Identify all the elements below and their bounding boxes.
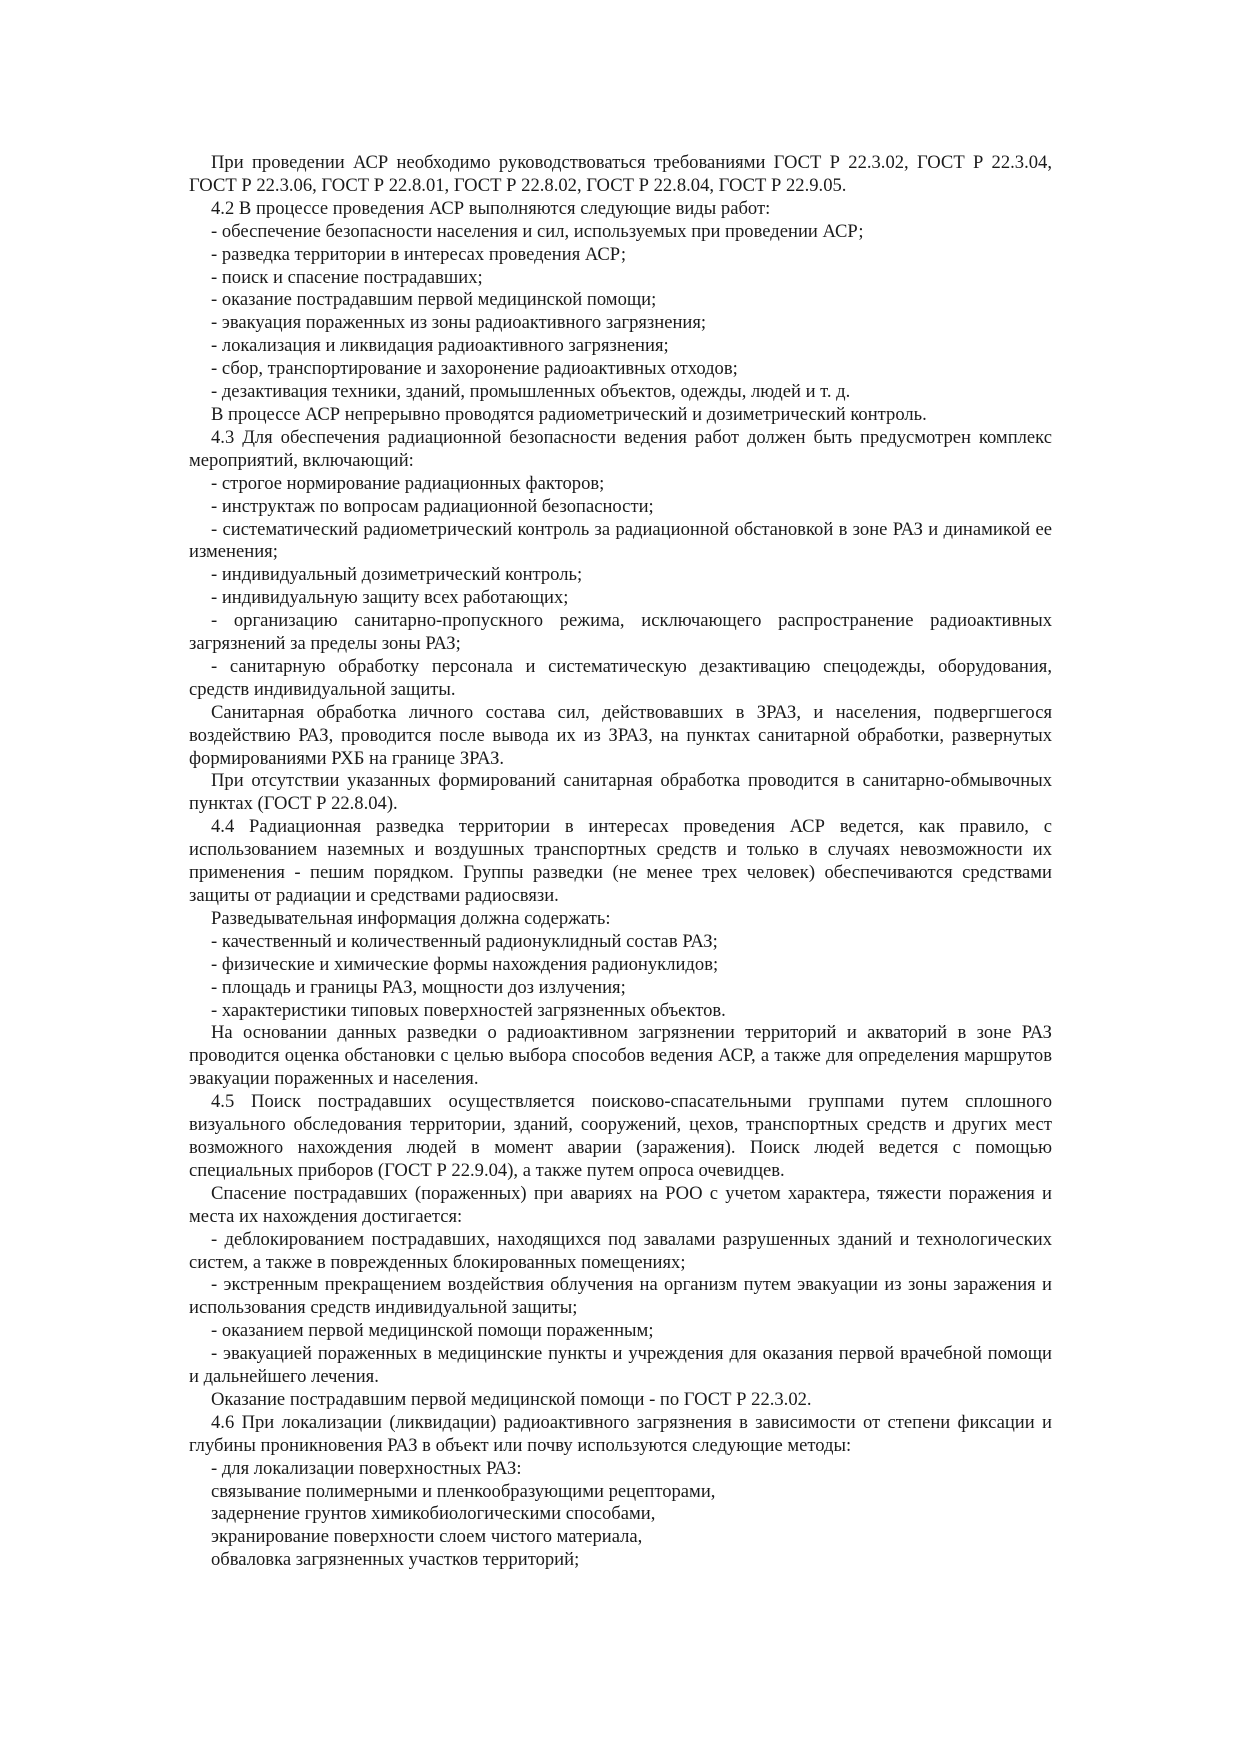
paragraph: 4.6 При локализации (ликвидации) радиоактивного загрязнения в зависимости от степени фиксации и глубины проникновения РАЗ в объект или почву используются следующие методы: [189,1411,1052,1456]
paragraph: 4.5 Поиск пострадавших осуществляется поисково-спасательными группами путем сплошного визуального обследования территории, зданий, сооружений, цехов, транспортных средств и других мест возможного нахождения людей в момент аварии (заражения). Поиск людей ведется с помощью специальных приборов (ГОСТ Р 22.9.04), а также путем опроса очевидцев. [189,1091,1052,1181]
list-item: - качественный и количественный радионуклидный состав РАЗ; [211,930,718,952]
list-item: - систематический радиометрический контроль за радиационной обстановкой в зоне РАЗ и динамикой ее изменения; [189,518,1052,563]
paragraph: Санитарная обработка личного состава сил, действовавших в ЗРАЗ, и населения, подвергшегося воздействию РАЗ, проводится после вывода их из ЗРАЗ, на пунктах санитарной обработки, развернутых формированиями РХБ на границе ЗРАЗ. [189,701,1052,769]
paragraph: На основании данных разведки о радиоактивном загрязнении территорий и акваторий в зоне РАЗ проводится оценка обстановки с целью выбора способов ведения АСР, а также для определения маршрутов эвакуации пораженных и населения. [189,1022,1052,1090]
paragraph: 4.2 В процессе проведения АСР выполняются следующие виды работ: [211,197,771,219]
list-item: - локализация и ликвидация радиоактивного загрязнения; [211,335,669,357]
list-item: - индивидуальный дозиметрический контроль; [211,564,583,586]
list-item: - эвакуацией пораженных в медицинские пункты и учреждения для оказания первой врачебной помощи и дальнейшего лечения. [189,1343,1052,1388]
list-item: - эвакуация пораженных из зоны радиоактивного загрязнения; [211,312,707,334]
list-item: экранирование поверхности слоем чистого материала, [211,1526,643,1548]
list-item: - оказание пострадавшим первой медицинской помощи; [211,289,657,311]
paragraph: 4.4 Радиационная разведка территории в интересах проведения АСР ведется, как правило, с использованием наземных и воздушных транспортных средств и только в случаях невозможности их применения - пешим порядком. Группы разведки (не менее трех человек) обеспечиваются средствами защиты от радиации и средствами радиосвязи. [189,816,1052,906]
list-item: задернение грунтов химикобиологическими способами, [211,1503,656,1525]
paragraph: 4.3 Для обеспечения радиационной безопасности ведения работ должен быть предусмотрен комплекс мероприятий, включающий: [189,426,1052,471]
list-item: - площадь и границы РАЗ, мощности доз излучения; [211,976,626,998]
paragraph: Спасение пострадавших (пораженных) при авариях на РОО с учетом характера, тяжести поражения и места их нахождения достигается: [189,1182,1052,1227]
list-item: - физические и химические формы нахождения радионуклидов; [211,953,719,975]
paragraph: При проведении АСР необходимо руководствоваться требованиями ГОСТ Р 22.3.02, ГОСТ Р 22.3.04, ГОСТ Р 22.3.06, ГОСТ Р 22.8.01, ГОСТ Р 22.8.02, ГОСТ Р 22.8.04, ГОСТ Р 22.9.05. [189,152,1052,196]
list-item: связывание полимерными и пленкообразующими рецепторами, [211,1480,716,1502]
list-item: обваловка загрязненных участков территорий; [211,1549,580,1571]
list-item: - организацию санитарно-пропускного режима, исключающего распространение радиоактивных загрязнений за пределы зоны РАЗ; [189,610,1052,655]
list-item: - инструктаж по вопросам радиационной безопасности; [211,495,654,517]
list-item: - санитарную обработку персонала и систематическую дезактивацию спецодежды, оборудования, средств индивидуальной защиты. [189,655,1052,700]
paragraph: При отсутствии указанных формирований санитарная обработка проводится в санитарно-обмывочных пунктах (ГОСТ Р 22.8.04). [189,770,1052,815]
list-item: - дезактивация техники, зданий, промышленных объектов, одежды, людей и т. д. [211,381,851,403]
document-page [189,152,1052,1572]
list-item: - индивидуальную защиту всех работающих; [211,587,569,609]
paragraph: В процессе АСР непрерывно проводятся радиометрический и дозиметрический контроль. [211,403,927,425]
list-item: - обеспечение безопасности населения и сил, используемых при проведении АСР; [211,220,864,242]
list-item: - экстренным прекращением воздействия облучения на организм путем эвакуации из зоны заражения и использования средств индивидуальной защиты; [189,1274,1052,1319]
list-item: - разведка территории в интересах проведения АСР; [211,243,627,265]
list-item: - поиск и спасение пострадавших; [211,266,483,288]
paragraph: Разведывательная информация должна содержать: [211,907,611,929]
list-item: - деблокированием пострадавших, находящихся под завалами разрушенных зданий и технологических систем, а также в поврежденных блокированных помещениях; [189,1228,1052,1273]
list-item: - сбор, транспортирование и захоронение радиоактивных отходов; [211,358,738,380]
list-item: - для локализации поверхностных РАЗ: [211,1457,522,1479]
list-item: - строгое нормирование радиационных факторов; [211,472,605,494]
list-item: - характеристики типовых поверхностей загрязненных объектов. [211,999,726,1021]
list-item: - оказанием первой медицинской помощи пораженным; [211,1320,654,1342]
paragraph: Оказание пострадавшим первой медицинской помощи - по ГОСТ Р 22.3.02. [211,1388,812,1410]
